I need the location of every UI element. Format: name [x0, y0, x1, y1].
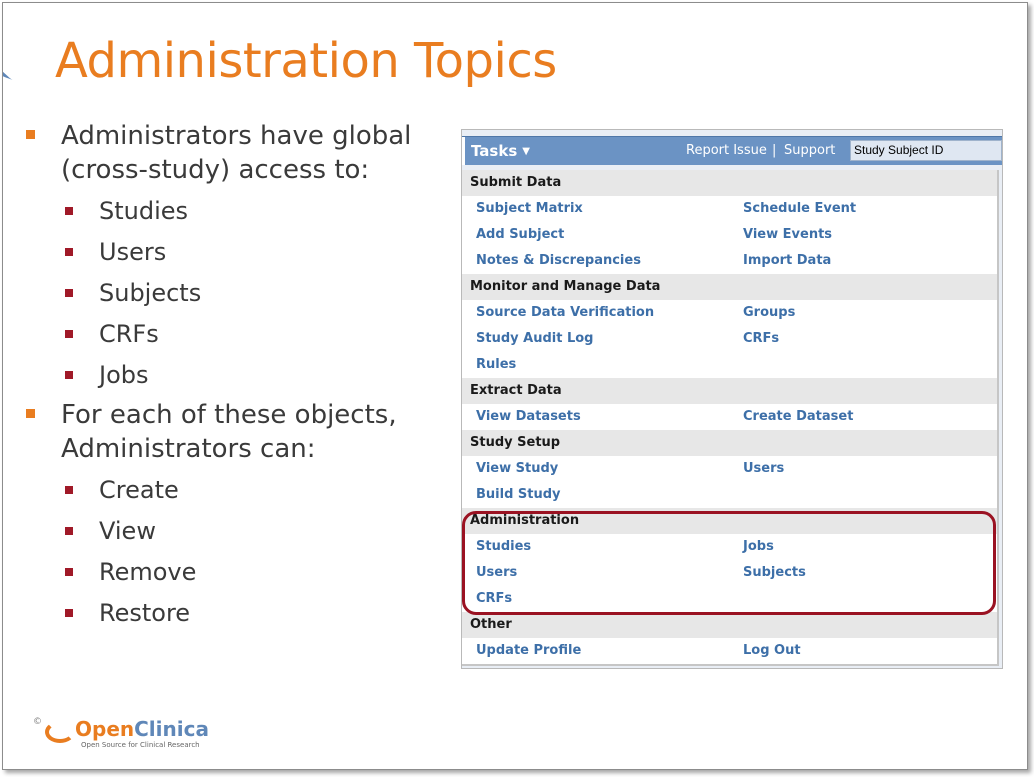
sub-bullet-item: [25, 232, 435, 273]
sub-bullet-text: Remove: [99, 558, 197, 586]
sub-bullet-marker: [65, 609, 73, 617]
sub-bullet-marker: [65, 248, 73, 256]
corner-decoration-mask-br: [885, 657, 1028, 770]
menu-item-crfs[interactable]: CRFs: [743, 331, 780, 346]
study-subject-search-input[interactable]: [850, 140, 1002, 161]
sub-bullet-marker: [65, 207, 73, 215]
menu-row: [462, 482, 997, 508]
menu-item-view-datasets[interactable]: View Datasets: [476, 409, 581, 424]
sub-bullet-text: Subjects: [99, 279, 202, 307]
menu-item-notes-discrepancies[interactable]: Notes & Discrepancies: [476, 253, 641, 268]
sub-bullet-text: View: [99, 517, 156, 545]
sub-bullet-text: CRFs: [99, 320, 159, 348]
slide: [2, 2, 1028, 770]
bullet-marker: [26, 409, 35, 418]
menu-item-view-study[interactable]: View Study: [476, 461, 559, 476]
sub-bullet-text: Restore: [99, 599, 191, 627]
sub-bullet-item: [25, 191, 435, 232]
menu-item-add-subject[interactable]: Add Subject: [476, 227, 565, 242]
menu-item-build-study[interactable]: Build Study: [476, 487, 561, 502]
menu-item-admin-crfs[interactable]: CRFs: [476, 591, 513, 606]
tasks-label: Tasks: [471, 142, 518, 160]
menu-item-studies[interactable]: Studies: [476, 539, 532, 554]
sub-bullet-marker: [65, 527, 73, 535]
section-header: Submit Data: [462, 170, 997, 196]
menu-item-view-events[interactable]: View Events: [743, 227, 833, 242]
menu-item-users[interactable]: Users: [476, 565, 518, 580]
menu-item-subject-matrix[interactable]: Subject Matrix: [476, 201, 583, 216]
menu-row: [462, 248, 997, 274]
report-issue-link[interactable]: Report Issue: [686, 143, 767, 158]
openclinica-logo: [33, 717, 209, 753]
menu-item-update-profile[interactable]: Update Profile: [476, 643, 582, 658]
app-top-bar: [462, 136, 1002, 165]
menu-row: [462, 196, 997, 222]
swoosh-icon: [45, 721, 75, 743]
sub-bullet-text: Studies: [99, 197, 189, 225]
sub-bullet-item: [25, 355, 435, 396]
sub-bullet-item: [25, 314, 435, 355]
sub-bullet-text: Jobs: [99, 361, 149, 389]
sub-bullet-marker: [65, 330, 73, 338]
logo-name: [75, 717, 209, 741]
logo-name-clinica: Clinica: [134, 717, 209, 741]
sub-bullet-marker: [65, 289, 73, 297]
menu-item-rules[interactable]: Rules: [476, 357, 517, 372]
link-separator: |: [772, 143, 777, 158]
menu-item-groups[interactable]: Groups: [743, 305, 796, 320]
logo-tagline: Open Source for Clinical Research: [81, 741, 200, 749]
section-header: Other: [462, 612, 997, 638]
bullet-list: [25, 119, 435, 634]
menu-item-study-users[interactable]: Users: [743, 461, 785, 476]
logo-name-open: Open: [75, 717, 135, 741]
menu-row: [462, 638, 997, 664]
sub-bullet-item: [25, 552, 435, 593]
tasks-menu-button[interactable]: [462, 137, 530, 165]
menu-item-jobs[interactable]: Jobs: [743, 539, 774, 554]
sub-bullet-item: [25, 511, 435, 552]
administration-highlight-box: [462, 511, 996, 615]
menu-row: [462, 352, 997, 378]
menu-row: [462, 404, 997, 430]
menu-row: [462, 326, 997, 352]
menu-row: [462, 300, 997, 326]
chevron-down-icon: ▼: [522, 146, 530, 157]
sub-bullet-marker: [65, 486, 73, 494]
section-header: Study Setup: [462, 430, 997, 456]
menu-item-source-data-verification[interactable]: Source Data Verification: [476, 305, 655, 320]
sub-bullet-item: [25, 273, 435, 314]
bullet-text: Administrators have global (cross-study) access to:: [61, 121, 412, 185]
section-header: Administration: [462, 508, 997, 534]
menu-item-schedule-event[interactable]: Schedule Event: [743, 201, 857, 216]
menu-item-create-dataset[interactable]: Create Dataset: [743, 409, 854, 424]
menu-item-log-out[interactable]: Log Out: [743, 643, 801, 658]
menu-item-subjects[interactable]: Subjects: [743, 565, 806, 580]
section-header: Monitor and Manage Data: [462, 274, 997, 300]
sub-bullet-text: Users: [99, 238, 167, 266]
menu-item-import-data[interactable]: Import Data: [743, 253, 832, 268]
section-header: Extract Data: [462, 378, 997, 404]
sub-bullet-item: [25, 593, 435, 634]
menu-item-study-audit-log[interactable]: Study Audit Log: [476, 331, 594, 346]
sub-bullet-item: [25, 470, 435, 511]
bullet-marker: [26, 130, 35, 139]
slide-title: Administration Topics: [55, 33, 557, 89]
bullet-item: [25, 398, 435, 466]
sub-bullet-marker: [65, 371, 73, 379]
sub-bullet-marker: [65, 568, 73, 576]
menu-row: [462, 456, 997, 482]
bullet-item: [25, 119, 435, 187]
support-link[interactable]: Support: [784, 143, 836, 158]
bullet-text: For each of these objects, Administrators can:: [61, 400, 397, 464]
copyright-symbol: ©: [33, 717, 42, 727]
menu-row: [462, 222, 997, 248]
sub-bullet-text: Create: [99, 476, 179, 504]
